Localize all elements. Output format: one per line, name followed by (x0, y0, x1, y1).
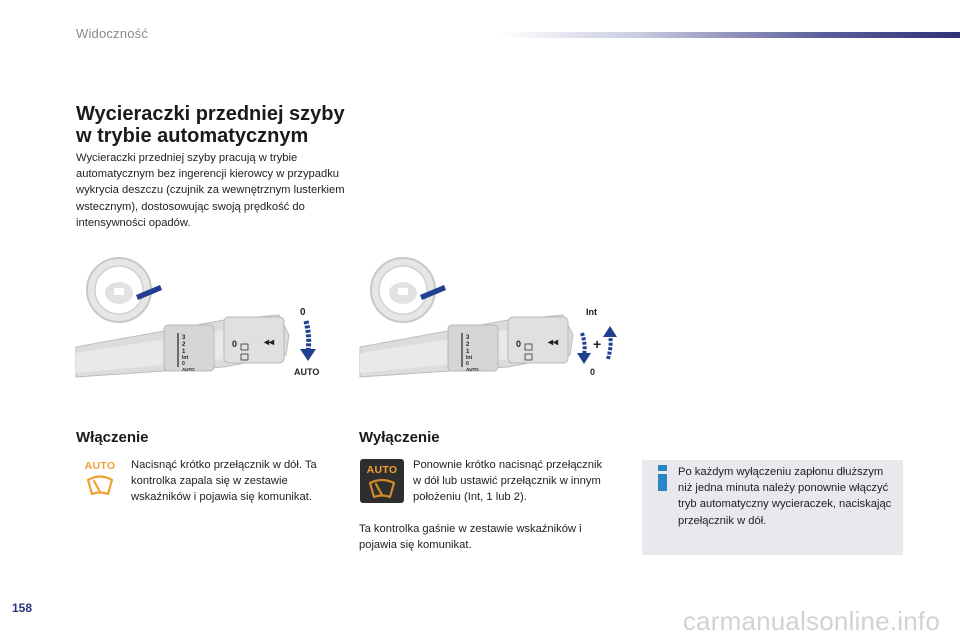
stalk-label-1: 1 (466, 349, 470, 355)
rewind-icon: ◂◂ (264, 337, 275, 348)
switch-off-instructions: Ponownie krótko nacisnąć przełącznik w dół lub ustawić przełącznik w innym położeniu (Int, 1 lub 2). (413, 459, 603, 504)
stalk-label-3: 3 (182, 335, 186, 341)
auto-badge-label-off: AUTO (366, 464, 398, 476)
auto-warning-light-off (360, 459, 404, 503)
stalk-label-2: 2 (466, 342, 470, 348)
stalk-label-auto: AUTO (466, 367, 479, 372)
position-label-0: 0 (590, 367, 596, 377)
page-title (76, 103, 376, 147)
illustration-switch-on (74, 255, 339, 395)
info-icon (654, 465, 672, 491)
steering-wheel-icon (87, 258, 151, 322)
position-label-0: 0 (300, 307, 306, 318)
stalk-label-auto: AUTO (182, 367, 195, 372)
heading-switch-off: Wyłączenie (359, 429, 440, 446)
illustration-switch-off (358, 255, 623, 395)
wiper-stalk-diagram-on (74, 255, 339, 395)
position-label-auto: AUTO (294, 367, 320, 377)
section-header: Widoczność (76, 26, 149, 41)
page-title-line1: Wycieraczki przedniej szyby (76, 103, 345, 125)
arrow-up-icon (603, 326, 617, 359)
wiper-stalk-diagram-off (358, 255, 623, 395)
windscreen-wiper-icon (86, 474, 114, 498)
intro-paragraph: Wycieraczki przedniej szyby pracują w trybie automatycznym bez ingerencji kierowcy w przypadku wykrycia deszczu (czujnik za wewnętrznym lusterkiem wstecznym), dostosowując swoją prędkość do intensywności opadów. (76, 152, 345, 229)
steering-wheel-icon (371, 258, 435, 322)
ring-label-0: 0 (516, 339, 522, 349)
auto-badge-label: AUTO (84, 460, 116, 472)
page-title-line2: w trybie automatycznym (76, 125, 309, 147)
stalk-label-1: 1 (182, 349, 186, 355)
stalk-label-int: Int (182, 355, 189, 361)
position-label-int: Int (586, 307, 597, 317)
stalk-label-0: 0 (466, 361, 469, 367)
stalk-label-0: 0 (182, 361, 185, 367)
switch-on-instructions: Nacisnąć krótko przełącznik w dół. Ta kontrolka zapala się w zestawie wskaźników i pojawia się komunikat. (131, 459, 317, 504)
arrow-down-icon (300, 321, 316, 361)
arrow-down-icon (577, 333, 591, 364)
rewind-icon: ◂◂ (548, 337, 559, 348)
header-bar (500, 32, 960, 38)
stalk-label-3: 3 (466, 335, 470, 341)
info-text: Po każdym wyłączeniu zapłonu dłuższym niż jedna minuta należy ponownie włączyć tryb automatyczny wycieraczek, naciskając przełącznik w dół. (678, 466, 892, 527)
switch-off-note: Ta kontrolka gaśnie w zestawie wskaźników i pojawia się komunikat. (359, 523, 582, 552)
stalk-label-2: 2 (182, 342, 186, 348)
ring-label-0: 0 (232, 339, 238, 349)
auto-warning-light (81, 460, 119, 500)
heading-switch-on: Włączenie (76, 429, 149, 446)
stalk-label-int: Int (466, 355, 473, 361)
windscreen-wiper-icon (368, 478, 396, 500)
watermark: carmanualsonline.info (682, 606, 940, 636)
page-number: 158 (12, 601, 33, 615)
plus-icon: + (593, 336, 602, 352)
info-box (642, 460, 903, 555)
